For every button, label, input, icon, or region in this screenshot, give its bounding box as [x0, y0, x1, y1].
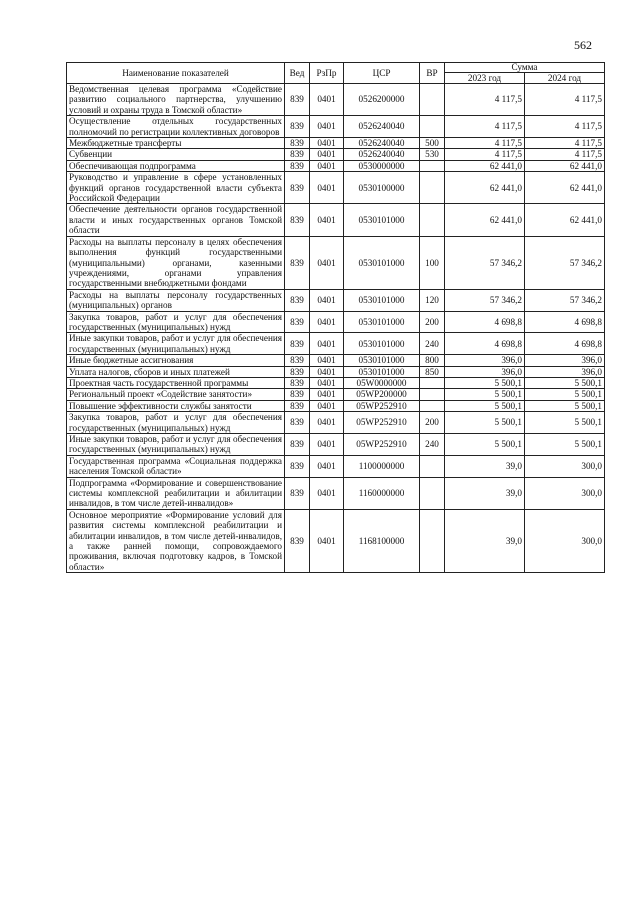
cell-2023: 57 346,2 [445, 289, 525, 311]
cell-name: Подпрограмма «Формирование и совершенствование системы комплексной реабилитации и абилитации инвалидов, в том числе детей-инвалидов» [67, 477, 285, 509]
cell-2023: 4 117,5 [445, 138, 525, 149]
cell-ved: 839 [285, 412, 310, 434]
cell-2024: 4 117,5 [525, 138, 605, 149]
cell-vr [420, 455, 445, 477]
cell-name: Региональный проект «Содействие занятости» [67, 389, 285, 400]
header-ved: Вед [285, 63, 310, 84]
cell-ved: 839 [285, 366, 310, 377]
cell-vr: 200 [420, 311, 445, 333]
cell-csr: 1100000000 [344, 455, 420, 477]
cell-rzpr: 0401 [310, 204, 344, 236]
cell-2024: 5 500,1 [525, 400, 605, 411]
cell-csr: 0530101000 [344, 333, 420, 355]
cell-2024: 62 441,0 [525, 160, 605, 171]
cell-ved: 839 [285, 289, 310, 311]
cell-name: Обеспечение деятельности органов государственной власти и иных государственных органов Томской области [67, 204, 285, 236]
cell-name: Осуществление отдельных государственных полномочий по регистрации коллективных договоров [67, 116, 285, 138]
cell-name: Расходы на выплаты персоналу в целях обеспечения выполнения функций государственными (муниципальными) органами, казенными учреждениями, органами управления государственными внебюджетными фондами [67, 236, 285, 289]
cell-2024: 396,0 [525, 366, 605, 377]
cell-2023: 5 500,1 [445, 400, 525, 411]
cell-csr: 0526240040 [344, 149, 420, 160]
cell-name: Ведомственная целевая программа «Содействие развитию социального партнерства, улучшению условий и охраны труда в Томской области» [67, 84, 285, 116]
cell-name: Закупка товаров, работ и услуг для обеспечения государственных (муниципальных) нужд [67, 311, 285, 333]
cell-csr: 0530101000 [344, 236, 420, 289]
cell-ved: 839 [285, 84, 310, 116]
table-row [67, 172, 605, 204]
cell-vr [420, 389, 445, 400]
cell-name: Повышение эффективности службы занятости [67, 400, 285, 411]
cell-ved: 839 [285, 377, 310, 388]
cell-ved: 839 [285, 149, 310, 160]
cell-ved: 839 [285, 311, 310, 333]
cell-csr: 1168100000 [344, 509, 420, 572]
cell-ved: 839 [285, 236, 310, 289]
cell-ved: 839 [285, 389, 310, 400]
page-number: 562 [574, 38, 592, 52]
cell-2024: 4 117,5 [525, 116, 605, 138]
cell-rzpr: 0401 [310, 355, 344, 366]
cell-vr: 850 [420, 366, 445, 377]
cell-2023: 396,0 [445, 355, 525, 366]
table-row [67, 455, 605, 477]
cell-csr: 0530101000 [344, 289, 420, 311]
cell-2023: 62 441,0 [445, 204, 525, 236]
cell-2023: 4 698,8 [445, 333, 525, 355]
cell-2023: 5 500,1 [445, 377, 525, 388]
cell-vr [420, 377, 445, 388]
cell-csr: 0530100000 [344, 172, 420, 204]
table-row [67, 477, 605, 509]
cell-csr: 05WP252910 [344, 400, 420, 411]
cell-vr [420, 204, 445, 236]
cell-rzpr: 0401 [310, 289, 344, 311]
table-row [67, 138, 605, 149]
cell-vr: 200 [420, 412, 445, 434]
table-row [67, 366, 605, 377]
cell-2024: 62 441,0 [525, 204, 605, 236]
cell-name: Основное мероприятие «Формирование условий для развития системы комплексной реабилитации и абилитации инвалидов, в том числе детей-инвалидов, а также ранней помощи, сопровождаемого проживания, включая подготовку кадров, в Томской области» [67, 509, 285, 572]
cell-ved: 839 [285, 434, 310, 456]
cell-name: Обеспечивающая подпрограмма [67, 160, 285, 171]
cell-rzpr: 0401 [310, 149, 344, 160]
cell-vr [420, 400, 445, 411]
cell-2024: 57 346,2 [525, 289, 605, 311]
cell-ved: 839 [285, 355, 310, 366]
cell-2023: 4 117,5 [445, 116, 525, 138]
cell-name: Руководство и управление в сфере установленных функций органов государственной власти субъекта Российской Федерации [67, 172, 285, 204]
cell-2024: 5 500,1 [525, 434, 605, 456]
cell-2024: 57 346,2 [525, 236, 605, 289]
cell-ved: 839 [285, 455, 310, 477]
cell-name: Субвенции [67, 149, 285, 160]
cell-2024: 5 500,1 [525, 377, 605, 388]
header-vr: ВР [420, 63, 445, 84]
cell-rzpr: 0401 [310, 400, 344, 411]
cell-csr: 05WP200000 [344, 389, 420, 400]
cell-2023: 5 500,1 [445, 434, 525, 456]
table-row [67, 311, 605, 333]
cell-vr [420, 160, 445, 171]
cell-2023: 62 441,0 [445, 160, 525, 171]
cell-2023: 5 500,1 [445, 412, 525, 434]
cell-rzpr: 0401 [310, 434, 344, 456]
cell-name: Государственная программа «Социальная поддержка населения Томской области» [67, 455, 285, 477]
cell-2024: 300,0 [525, 477, 605, 509]
table-row [67, 509, 605, 572]
cell-csr: 0530101000 [344, 204, 420, 236]
header-year-2023: 2023 год [445, 73, 525, 84]
cell-ved: 839 [285, 333, 310, 355]
table-body [67, 84, 605, 573]
cell-vr: 120 [420, 289, 445, 311]
cell-2023: 4 117,5 [445, 149, 525, 160]
cell-rzpr: 0401 [310, 116, 344, 138]
cell-rzpr: 0401 [310, 377, 344, 388]
cell-ved: 839 [285, 477, 310, 509]
cell-2024: 4 698,8 [525, 333, 605, 355]
cell-vr: 240 [420, 333, 445, 355]
cell-rzpr: 0401 [310, 138, 344, 149]
table-row [67, 160, 605, 171]
cell-csr: 0530101000 [344, 366, 420, 377]
cell-rzpr: 0401 [310, 366, 344, 377]
table-row [67, 333, 605, 355]
cell-rzpr: 0401 [310, 236, 344, 289]
cell-name: Межбюджетные трансферты [67, 138, 285, 149]
cell-vr: 530 [420, 149, 445, 160]
cell-vr: 800 [420, 355, 445, 366]
cell-ved: 839 [285, 116, 310, 138]
cell-rzpr: 0401 [310, 311, 344, 333]
cell-name: Иные закупки товаров, работ и услуг для обеспечения государственных (муниципальных) нужд [67, 333, 285, 355]
table-row [67, 355, 605, 366]
header-csr: ЦСР [344, 63, 420, 84]
cell-rzpr: 0401 [310, 412, 344, 434]
cell-name: Закупка товаров, работ и услуг для обеспечения государственных (муниципальных) нужд [67, 412, 285, 434]
cell-name: Расходы на выплаты персоналу государственных (муниципальных) органов [67, 289, 285, 311]
cell-rzpr: 0401 [310, 172, 344, 204]
cell-vr: 500 [420, 138, 445, 149]
cell-csr: 0526240040 [344, 138, 420, 149]
cell-2023: 39,0 [445, 455, 525, 477]
cell-2024: 396,0 [525, 355, 605, 366]
cell-csr: 05WP252910 [344, 434, 420, 456]
cell-rzpr: 0401 [310, 84, 344, 116]
cell-name: Иные бюджетные ассигнования [67, 355, 285, 366]
cell-csr: 0530101000 [344, 311, 420, 333]
cell-2024: 5 500,1 [525, 412, 605, 434]
cell-ved: 839 [285, 138, 310, 149]
cell-ved: 839 [285, 400, 310, 411]
cell-rzpr: 0401 [310, 455, 344, 477]
cell-2023: 39,0 [445, 477, 525, 509]
cell-2024: 300,0 [525, 455, 605, 477]
cell-2024: 4 117,5 [525, 149, 605, 160]
cell-vr [420, 477, 445, 509]
table-row [67, 116, 605, 138]
table-row [67, 400, 605, 411]
cell-vr [420, 84, 445, 116]
cell-ved: 839 [285, 160, 310, 171]
cell-rzpr: 0401 [310, 160, 344, 171]
cell-name: Иные закупки товаров, работ и услуг для обеспечения государственных (муниципальных) нужд [67, 434, 285, 456]
cell-csr: 05WP252910 [344, 412, 420, 434]
header-name: Наименование показателей [67, 63, 285, 84]
header-year-2024: 2024 год [525, 73, 605, 84]
cell-rzpr: 0401 [310, 333, 344, 355]
cell-2023: 39,0 [445, 509, 525, 572]
cell-csr: 0526200000 [344, 84, 420, 116]
cell-vr [420, 509, 445, 572]
table-row [67, 434, 605, 456]
cell-csr: 1160000000 [344, 477, 420, 509]
cell-2024: 4 117,5 [525, 84, 605, 116]
cell-2023: 4 117,5 [445, 84, 525, 116]
cell-name: Проектная часть государственной программы [67, 377, 285, 388]
cell-2023: 57 346,2 [445, 236, 525, 289]
cell-ved: 839 [285, 204, 310, 236]
table-row [67, 289, 605, 311]
cell-vr [420, 172, 445, 204]
cell-2024: 300,0 [525, 509, 605, 572]
cell-2023: 62 441,0 [445, 172, 525, 204]
table-row [67, 84, 605, 116]
cell-rzpr: 0401 [310, 509, 344, 572]
table-row [67, 204, 605, 236]
table-row [67, 236, 605, 289]
cell-csr: 0530101000 [344, 355, 420, 366]
header-sum: Сумма [445, 63, 605, 73]
cell-vr [420, 116, 445, 138]
header-rzpr: РзПр [310, 63, 344, 84]
cell-2023: 396,0 [445, 366, 525, 377]
cell-2024: 5 500,1 [525, 389, 605, 400]
cell-rzpr: 0401 [310, 477, 344, 509]
table-row [67, 389, 605, 400]
cell-vr: 100 [420, 236, 445, 289]
table-row [67, 377, 605, 388]
cell-2024: 4 698,8 [525, 311, 605, 333]
cell-ved: 839 [285, 172, 310, 204]
cell-2023: 4 698,8 [445, 311, 525, 333]
cell-csr: 0530000000 [344, 160, 420, 171]
table-row [67, 149, 605, 160]
cell-ved: 839 [285, 509, 310, 572]
table-header [67, 63, 605, 84]
cell-2023: 5 500,1 [445, 389, 525, 400]
cell-rzpr: 0401 [310, 389, 344, 400]
cell-2024: 62 441,0 [525, 172, 605, 204]
cell-csr: 0526240040 [344, 116, 420, 138]
budget-table [66, 62, 605, 573]
cell-csr: 05W0000000 [344, 377, 420, 388]
table-row [67, 412, 605, 434]
cell-vr: 240 [420, 434, 445, 456]
cell-name: Уплата налогов, сборов и иных платежей [67, 366, 285, 377]
